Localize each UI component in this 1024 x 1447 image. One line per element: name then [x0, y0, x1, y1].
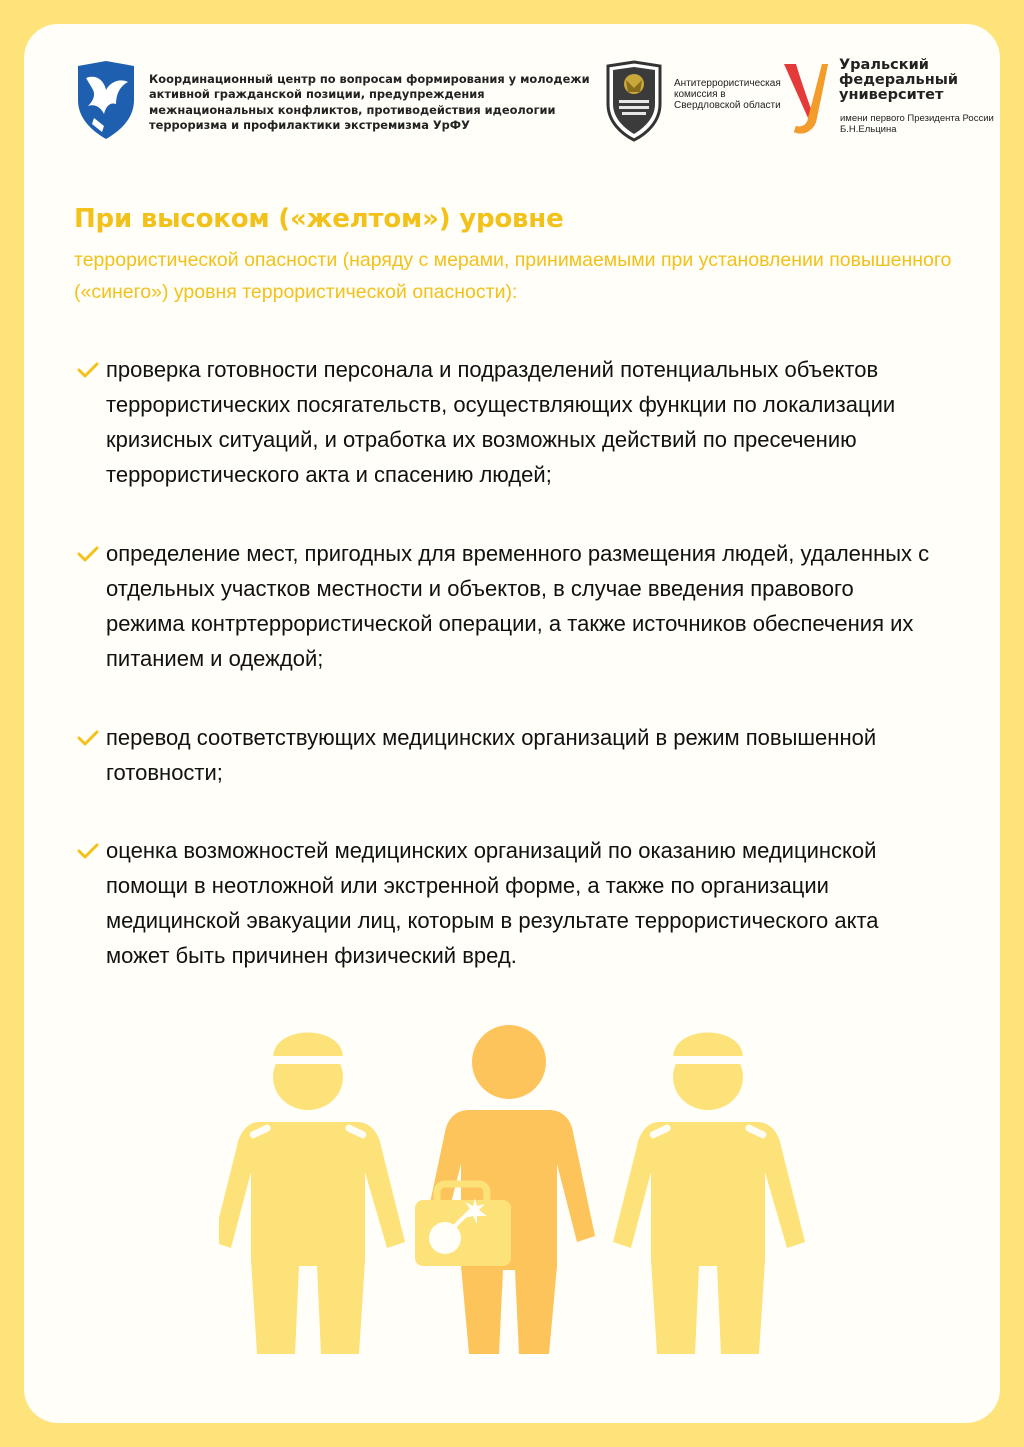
urfu-u-logo-icon	[782, 60, 830, 136]
university-name: Уральский федеральный университет	[839, 57, 959, 103]
coordination-center-text: Координационный центр по вопросам формирования у молодежи активной гражданской позиции, предупреждения межнациональных конфликтов, противодействия идеологии терроризма и профилактики экстремизма УрФУ	[149, 72, 590, 133]
page-subtitle: террористической опасности (наряду с мерами, принимаемыми при установлении повышенного («синего») уровня террористической опасности):	[74, 249, 952, 303]
guard-figure-right	[613, 1033, 805, 1355]
suspect-figure	[423, 1025, 595, 1354]
list-item-text: перевод соответствующих медицинских организаций в режим повышенной готовности;	[106, 725, 877, 785]
page-title: При высоком («желтом») уровне	[74, 204, 564, 234]
university-subtitle: имени первого Президента России Б.Н.Ельцина	[840, 113, 994, 135]
check-icon	[77, 362, 99, 378]
list-item-text: оценка возможностей медицинских организаций по оказанию медицинской помощи в неотложной или экстренной форме, а также по организации медицинской эвакуации лиц, которым в результате террористического акта может быть причинен физический вред.	[106, 838, 879, 968]
poster-card	[24, 24, 1000, 1423]
coat-of-arms-badge-icon	[604, 60, 664, 142]
check-icon	[77, 843, 99, 859]
list-item-text: определение мест, пригодных для временного размещения людей, удаленных с отдельных участков местности и объектов, в случае введения правового режима контртеррористической операции, а также источников обеспечения их питанием и одеждой;	[106, 541, 930, 671]
commission-name: Антитеррористическая комиссия в Свердловской области	[674, 78, 781, 111]
dove-shield-icon	[74, 60, 138, 140]
guard-figure-left	[219, 1033, 405, 1355]
people-illustration	[219, 1004, 819, 1374]
check-icon	[77, 546, 99, 562]
check-icon	[77, 730, 99, 746]
list-item-text: проверка готовности персонала и подразделений потенциальных объектов террористических посягательств, осуществляющих функции по локализации кризисных ситуаций, и отработка их возможных действий по пресечению террористического акта и спасению людей;	[106, 357, 896, 487]
